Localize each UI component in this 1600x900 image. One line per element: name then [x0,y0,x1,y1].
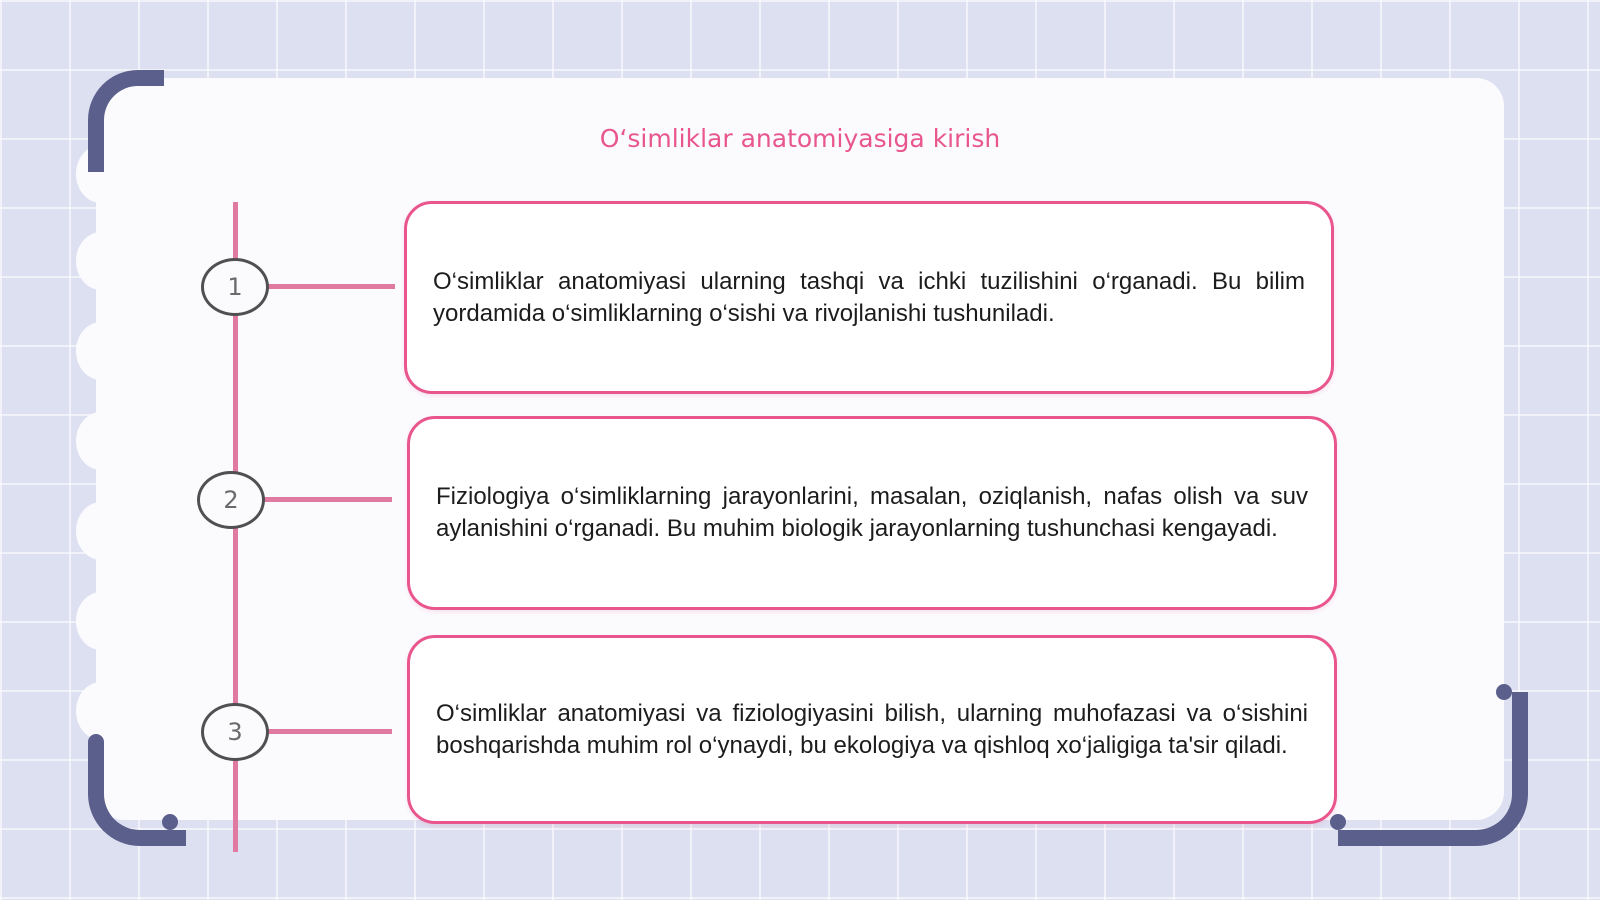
paper-scallop [76,412,126,470]
step-number-badge: 2 [197,471,265,529]
page-title: O‘simliklar anatomiyasiga kirish [599,124,1001,153]
step-connector [265,729,392,734]
paper-scallop [76,322,126,380]
step-connector [262,497,392,502]
step-connector [265,284,395,289]
paper-scallop [76,502,126,560]
step-card [407,635,1337,824]
step-text: Fiziologiya o‘simliklarning jarayonlarini, masalan, oziqlanish, nafas olish va suv aylanishini o‘rganadi. Bu muhim biologik jarayonlarning tushunchasi kengayadi. [436,483,1308,542]
step-number-badge: 1 [201,258,269,316]
paper-scallop [76,592,126,650]
corner-bracket-bottom-left [88,742,186,846]
bracket-cap [140,70,156,86]
bracket-cap [88,734,104,750]
step-number-badge: 3 [201,703,269,761]
step-card [407,416,1337,610]
bracket-cap [162,814,178,830]
corner-bracket-bottom-right [1338,692,1528,846]
bracket-cap [1330,814,1346,830]
step-text: O‘simliklar anatomiyasi ularning tashqi va ichki tuzilishini o‘rganadi. Bu bilim yordamida o‘simliklarning o‘sishi va rivojlanishi tushuniladi. [433,267,1305,327]
paper-scallop [76,682,126,740]
step-card [404,201,1334,394]
step-text: O‘simliklar anatomiyasi va fiziologiyasini bilish, ularning muhofazasi va o‘sishini boshqarishda muhim rol o‘ynaydi, bu ekologiya va qishloq xo‘jaligiga ta'sir qiladi. [436,699,1308,759]
bracket-cap [1496,684,1512,700]
paper-scallop [76,232,126,290]
